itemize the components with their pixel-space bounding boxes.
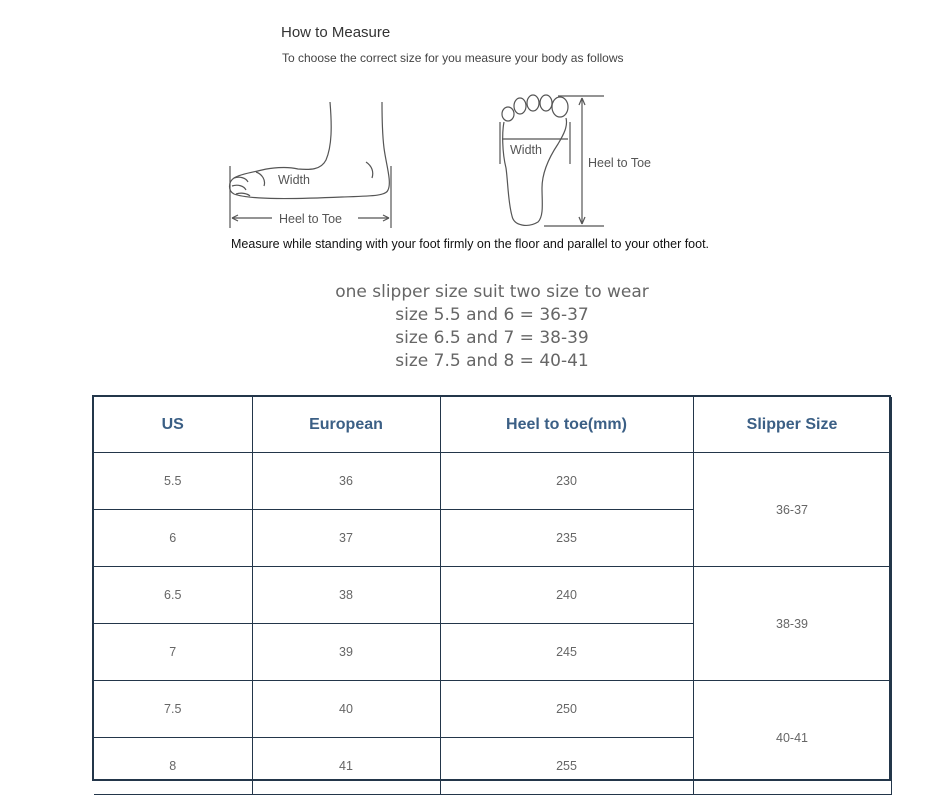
table-header-row (94, 397, 891, 453)
note-line-3: size 6.5 and 7 = 38-39 (395, 328, 589, 348)
table-row (94, 567, 891, 624)
header-us: US (94, 397, 252, 453)
cell-heel-to-toe: 245 (440, 624, 693, 681)
note-line-2: size 5.5 and 6 = 36-37 (395, 305, 589, 325)
size-chart-table (92, 395, 891, 781)
side-view-width-label: Width (278, 173, 310, 187)
cell-slipper-size: 36-37 (693, 453, 891, 567)
foot-sole-view-figure (498, 92, 673, 232)
cell-slipper-size: 40-41 (693, 681, 891, 795)
cell-us: 7 (94, 624, 252, 681)
cell-heel-to-toe: 250 (440, 681, 693, 738)
page-title: How to Measure (281, 24, 391, 41)
cell-heel-to-toe: 235 (440, 510, 693, 567)
header-heel-to-toe: Heel to toe(mm) (440, 397, 693, 453)
cell-european: 37 (252, 510, 440, 567)
cell-heel-to-toe: 240 (440, 567, 693, 624)
note-line-4: size 7.5 and 8 = 40-41 (395, 351, 589, 371)
header-european: European (252, 397, 440, 453)
note-line-1: one slipper size suit two size to wear (335, 282, 649, 302)
cell-us: 5.5 (94, 453, 252, 510)
foot-side-view-figure (226, 96, 396, 232)
cell-european: 41 (252, 738, 440, 795)
measure-instruction: Measure while standing with your foot firmly on the floor and parallel to your other foot. (231, 237, 710, 251)
cell-us: 8 (94, 738, 252, 795)
cell-european: 38 (252, 567, 440, 624)
cell-european: 39 (252, 624, 440, 681)
cell-european: 36 (252, 453, 440, 510)
cell-us: 6 (94, 510, 252, 567)
cell-us: 6.5 (94, 567, 252, 624)
header-slipper-size: Slipper Size (693, 397, 891, 453)
cell-us: 7.5 (94, 681, 252, 738)
table-row (94, 453, 891, 510)
cell-slipper-size: 38-39 (693, 567, 891, 681)
cell-european: 40 (252, 681, 440, 738)
side-view-length-label: Heel to Toe (279, 212, 343, 226)
sole-view-length-label: Heel to Toe (588, 156, 652, 170)
table-row (94, 681, 891, 738)
cell-heel-to-toe: 255 (440, 738, 693, 795)
page-subtitle: To choose the correct size for you measure your body as follows (282, 51, 624, 65)
sole-view-width-label: Width (510, 143, 542, 157)
cell-heel-to-toe: 230 (440, 453, 693, 510)
